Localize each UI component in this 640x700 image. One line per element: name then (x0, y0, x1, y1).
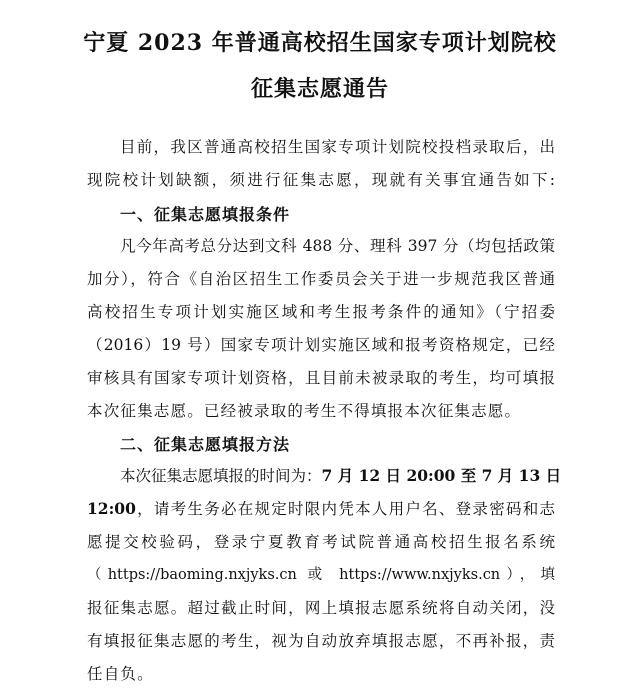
section2-line: 愿提交校验码，登录宁夏教育考试院普通高校招生报名系统 (87, 533, 555, 551)
section1-line: 加分），符合《自治区招生工作委员会关于进一步规范我区普通 (87, 270, 555, 288)
notice-title-line2: 征集志愿通告 (250, 76, 389, 102)
time-prefix: 本次征集志愿填报的时间为： (120, 467, 322, 485)
intro-line: 目前，我区普通高校招生国家专项计划院校投档录取后，出 (120, 138, 555, 156)
section1-line: （2016）19 号）国家专项计划实施区域和报考资格规定，已经 (87, 336, 555, 354)
section1-line: 审核具有国家专项计划资格，且目前未被录取的考生，均可填报 (87, 369, 555, 387)
section1-line: 凡今年高考总分达到文科 488 分、理科 397 分（均包括政策 (120, 237, 555, 255)
time-range: 7 月 12 日 20:00 至 7 月 13 日 (321, 466, 562, 485)
section2-heading: 二、征集志愿填报方法 (120, 435, 291, 454)
section1-line: 高校招生专项计划实施区域和考生报考条件的通知》（宁招委 (87, 303, 555, 321)
time-end: 12:00 (87, 499, 136, 518)
section1-line: 本次征集志愿。已经被录取的考生不得填报本次征集志愿。 (87, 402, 522, 420)
section1-heading: 一、征集志愿填报条件 (120, 205, 291, 224)
section2-time-line (120, 465, 562, 487)
line-rest: ，请考生务必在规定时限内凭本人用户名、登录密码和志 (135, 500, 555, 518)
section2-line: 有填报征集志愿的考生，视为自动放弃填报志愿，不再补报，责 (87, 632, 555, 650)
intro-line: 现院校计划缺额，须进行征集志愿，现就有关事宜通告如下: (87, 171, 555, 189)
section2-line: 报征集志愿。超过截止时间，网上填报志愿系统将自动关闭，没 (87, 599, 555, 617)
notice-title-line1: 宁夏 2023 年普通高校招生国家专项计划院校 (83, 30, 557, 56)
section2-line (87, 498, 555, 520)
section2-line: 任自负。 (87, 665, 154, 683)
section2-url-line: （https://baoming.nxjyks.cn 或 https://www.nxjyks.cn），填 (87, 567, 555, 583)
